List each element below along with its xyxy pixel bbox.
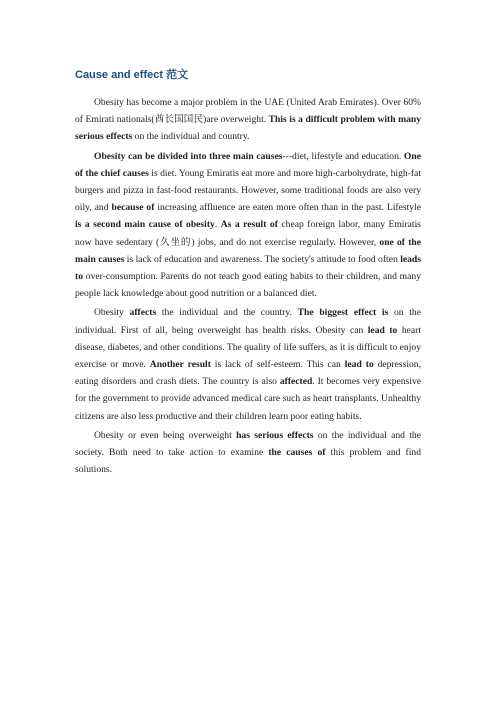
text-run: depression, eating disorders and crash diets. The country is also: [75, 359, 422, 388]
paragraph: [75, 94, 421, 146]
text-run: .: [214, 219, 221, 231]
text-run: on the individual. First of all, being overweight has health risks. Obesity can: [75, 307, 421, 336]
text-run: this problem and find solutions.: [75, 447, 422, 476]
paragraph: [75, 427, 421, 479]
bold-phrase: the causes of: [268, 447, 326, 459]
bold-phrase: because of: [111, 202, 155, 214]
text-run: ---diet, lifestyle and education.: [282, 150, 404, 162]
bold-phrase: This is a difficult problem with many serious effects: [75, 114, 421, 143]
paragraph: [75, 304, 421, 424]
document-body: [75, 94, 421, 478]
text-run: cheap foreign labor, many Emiratis now have sedentary (久坐的) jobs, and do not exercise regularly. However,: [75, 219, 421, 248]
bold-phrase: One of the chief causes: [75, 150, 421, 179]
text-run: increasing affluence are eaten more often than in the past. Lifestyle: [154, 202, 421, 214]
text-run: heart disease, diabetes, and other conditions. The quality of life suffers, as it is difficult to enjoy exercise or move.: [75, 324, 422, 371]
bold-phrase: The biggest effect is: [297, 307, 389, 319]
bold-phrase: lead to: [367, 324, 398, 336]
text-run: Obesity or even being overweight: [94, 429, 237, 441]
bold-phrase: has serious effects: [236, 429, 314, 441]
bold-phrase: is a second main cause of obesity: [75, 219, 215, 231]
text-run: is diet. Young Emiratis eat more and more high-carbohydrate, high-fat burgers and pizza in fast-food restaurants. However, some traditional foods are also very oily, and: [75, 167, 421, 214]
bold-phrase: affected: [279, 376, 313, 388]
paragraph: [75, 148, 421, 303]
text-run: is lack of education and awareness. The society's attitude to food often: [124, 253, 401, 265]
bold-phrase: lead to: [344, 359, 374, 371]
text-run: Obesity: [94, 307, 130, 319]
text-run: on the individual and country.: [132, 131, 250, 143]
text-run: Obesity has become a major problem in the UAE (United Arab Emirates). Over 60% of Emirati nationals(酋长国国民)are overweight.: [75, 97, 421, 126]
document-title: Cause and effect 范文: [75, 69, 189, 81]
text-run: is lack of self-esteem. This can: [210, 359, 345, 371]
bold-phrase: Obesity can be divided into three main causes: [94, 150, 283, 162]
bold-phrase: leads to: [75, 253, 421, 283]
text-run: over-consumption. Parents do not teach good eating habits to their children, and many people lack knowledge about good nutrition or a balanced diet.: [75, 271, 421, 300]
bold-phrase: Another result: [149, 359, 211, 371]
text-run: on the individual and the society. Both need to take action to examine: [75, 429, 421, 459]
bold-phrase: As a result of: [220, 219, 278, 231]
text-run: the individual and the country.: [156, 307, 298, 319]
bold-phrase: affects: [129, 307, 157, 319]
bold-phrase: one of the main causes: [75, 236, 422, 265]
text-run: . It becomes very expensive for the government to provide advanced medical care such as heart transplants. Unhealthy citizens are also less productive and their children learn poor eating habits.: [75, 376, 421, 422]
